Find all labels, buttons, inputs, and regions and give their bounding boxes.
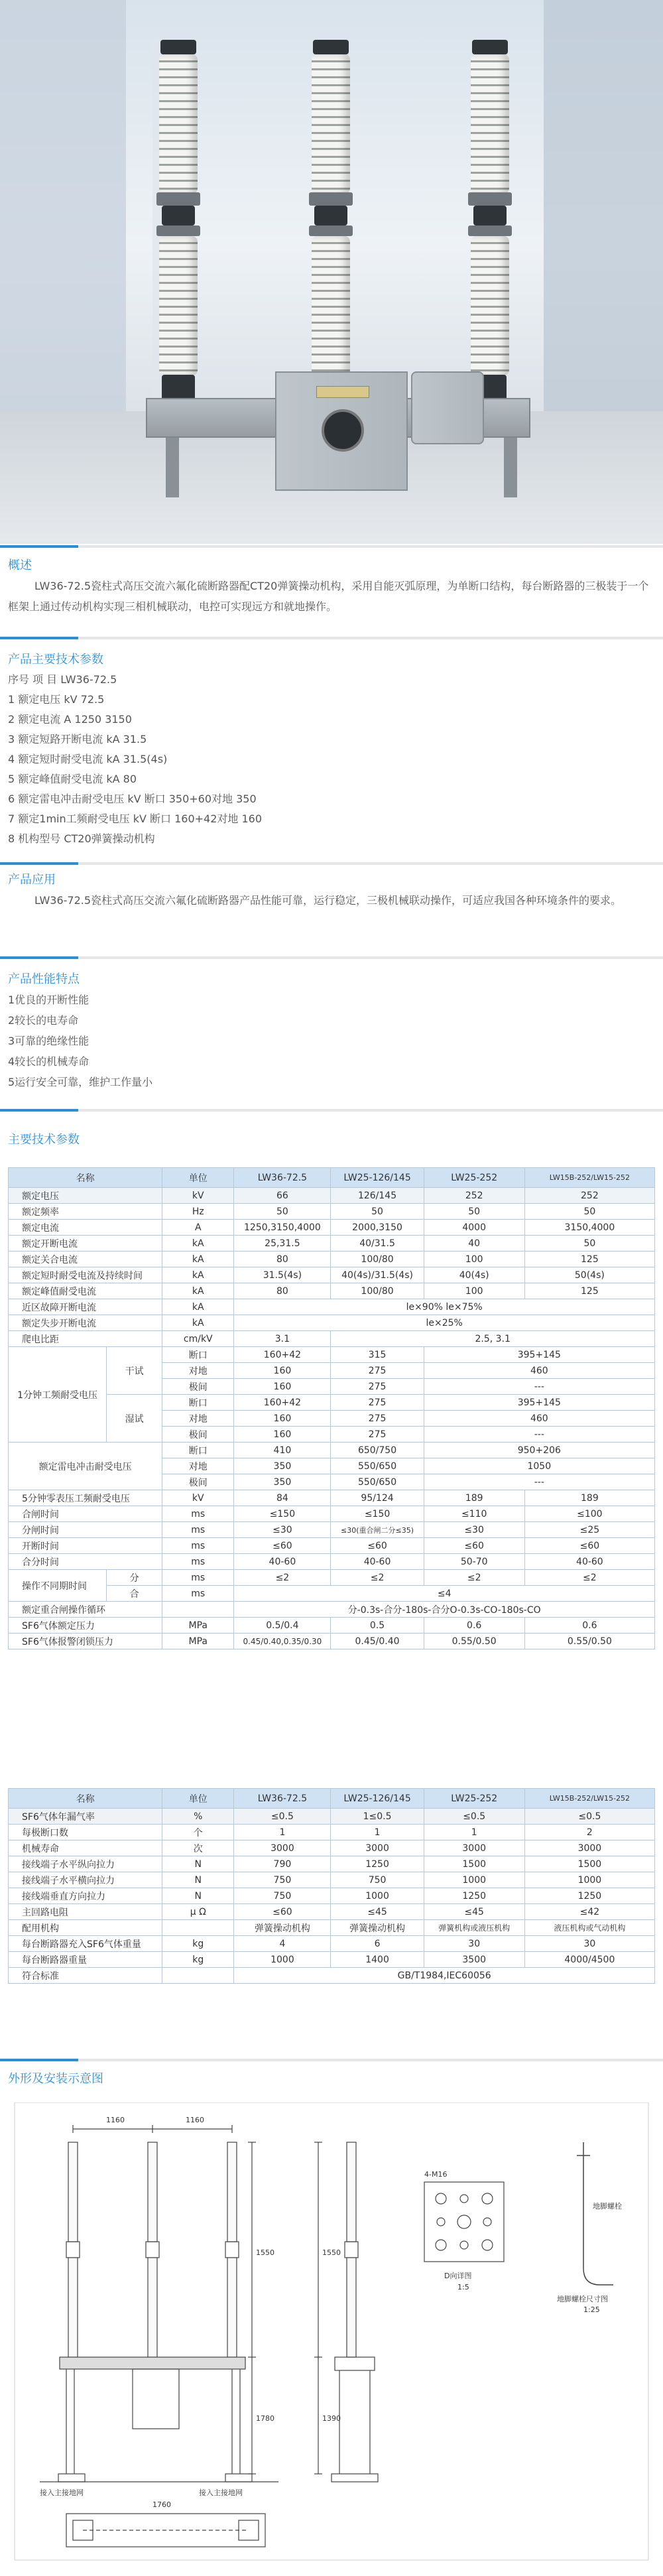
insulator-column-left [159, 40, 198, 411]
table-row: 额定电压 kV 66 126/145 252 252 [9, 1188, 655, 1204]
drawing-label: 4-M16 [424, 2170, 448, 2179]
table-row: 开断时间 ms ≤60 ≤60 ≤60 ≤60 [9, 1538, 655, 1554]
table-row: 额定开断电流 kA 25,31.5 40/31.5 40 50 [9, 1236, 655, 1252]
table-row: 主回路电阻 μ Ω ≤60 ≤45 ≤45 ≤42 [9, 1904, 655, 1920]
overview-title: 概述 [8, 558, 32, 572]
drawing-label: 接入主接地网 [199, 2488, 243, 2497]
table-row: 接线端垂直方向拉力 N 750 1000 1250 1250 [9, 1888, 655, 1904]
table-row: 接线端子水平横向拉力 N 750 750 1000 1000 [9, 1872, 655, 1888]
table-row: 对地 160 275 460 [9, 1411, 655, 1427]
table-row: 合闸时间 ms ≤150 ≤150 ≤110 ≤100 [9, 1506, 655, 1522]
table-row: 符合标准 GB/T1984,IEC60056 [9, 1968, 655, 1984]
table-header: 名称 单位 LW36-72.5 LW25-126/145 LW25-252 LW15B-252/LW15-252 [9, 1789, 655, 1809]
table-row: SF6气体报警闭锁压力 MPa 0.45/0.40,0.35/0.30 0.45/0.40 0.55/0.50 0.55/0.50 [9, 1634, 655, 1649]
table-row: 近区故障开断电流 kA le×90% le×75% [9, 1299, 655, 1315]
features-list [8, 990, 152, 1092]
dim-label: 1550 [322, 2248, 341, 2257]
params-item: 序号 项 目 LW36-72.5 [8, 673, 117, 686]
outline-drawing [0, 2102, 663, 2576]
table-row: 额定频率 Hz 50 50 50 50 [9, 1204, 655, 1220]
table-row: 每台断路器充入SF6气体重量 kg 4 6 30 30 [9, 1936, 655, 1952]
drawing-label: D向详图 [444, 2272, 472, 2280]
table-row: 合 ms ≤4 [9, 1586, 655, 1602]
application-text: LW36-72.5瓷柱式高压交流六氟化硫断路器产品性能可靠，运行稳定，三极机械联动操作，可适应我国各种环境条件的要求。 [34, 894, 622, 907]
table-row: 配用机构 弹簧操动机构 弹簧操动机构 弹簧机构或液压机构 液压机构或气动机构 [9, 1920, 655, 1936]
application-title: 产品应用 [8, 873, 56, 887]
section-divider [0, 2059, 663, 2061]
dim-label: 1160 [106, 2116, 125, 2124]
table-row: 机械寿命 次 3000 3000 3000 3000 [9, 1840, 655, 1856]
params-item: 2 额定电流 A 1250 3150 [8, 713, 132, 726]
overview-text: LW36-72.5瓷柱式高压交流六氟化硫断路器配CT20弹簧操动机构，采用自能灭弧原理，为单断口结构，每台断路器的三极装于一个框架上通过传动机构实现三相机械联动，电控可实现远方和就地操作。 [8, 580, 649, 613]
feature-item: 5运行安全可靠，维护工作量小 [8, 1076, 153, 1088]
feature-item: 1优良的开断性能 [8, 994, 90, 1006]
params-item: 1 额定电压 kV 72.5 [8, 693, 105, 706]
features-title: 产品性能特点 [8, 972, 80, 986]
drawing-label: 1:25 [583, 2305, 600, 2314]
tech-params-table-2 [8, 1788, 655, 1984]
table-row: 额定雷电冲击耐受电压 断口 410 650/750 950+206 [9, 1443, 655, 1458]
section-divider [0, 1109, 663, 1112]
insulator-column-right [471, 40, 509, 411]
section-divider [0, 637, 663, 639]
dim-label: 1160 [186, 2116, 204, 2124]
params-item: 3 额定短路开断电流 kA 31.5 [8, 733, 147, 745]
side-box [411, 371, 484, 444]
params-title: 产品主要技术参数 [8, 653, 103, 667]
table-row: 对地 160 275 460 [9, 1363, 655, 1379]
mechanism-cabinet [275, 371, 408, 491]
dim-label: 1550 [256, 2248, 274, 2257]
table-row: 接线端子水平纵向拉力 N 790 1250 1500 1500 [9, 1856, 655, 1872]
table-row: 分闸时间 ms ≤30 ≤30(重合闸二分≤35) ≤30 ≤25 [9, 1522, 655, 1538]
table-row: 额定峰值耐受电流 kA 80 100/80 100 125 [9, 1283, 655, 1299]
table-row: 额定失步开断电流 kA le×25% [9, 1315, 655, 1331]
table-row: 爬电比距 cm/kV 3.1 2.5, 3.1 [9, 1331, 655, 1347]
drawing-label: 地脚螺栓尺寸图 [557, 2295, 608, 2303]
table-row: 极间 160 275 --- [9, 1379, 655, 1395]
table-row: 5分钟零表压工频耐受电压 kV 84 95/124 189 189 [9, 1490, 655, 1506]
dim-label: 1390 [322, 2414, 341, 2423]
params-list [8, 670, 262, 849]
table-row: 1分钟工频耐受电压 干试 断口 160+42 315 395+145 [9, 1347, 655, 1363]
drawing-title: 外形及安装示意图 [8, 2072, 103, 2086]
drawing-label: 地脚螺栓 [593, 2202, 622, 2211]
drawing-label: 接入主接地网 [40, 2488, 84, 2497]
dim-label: 1760 [152, 2500, 171, 2509]
table1-title: 主要技术参数 [8, 1133, 80, 1147]
feature-item: 2较长的电寿命 [8, 1014, 79, 1027]
tech-params-table [8, 1167, 655, 1649]
table-row: 湿试 断口 160+42 275 395+145 [9, 1395, 655, 1411]
table-row: 额定短时耐受电流及持续时间 kA 31.5(4s) 40(4s)/31.5(4s) 40(4s) 50(4s) [9, 1267, 655, 1283]
params-item: 8 机构型号 CT20弹簧操动机构 [8, 832, 155, 845]
table-row: 对地 350 550/650 1050 [9, 1458, 655, 1474]
table-row: SF6气体年漏气率 % ≤0.5 1≤0.5 ≤0.5 ≤0.5 [9, 1809, 655, 1825]
product-photo [0, 0, 663, 544]
feature-item: 4较长的机械寿命 [8, 1055, 90, 1068]
table-row: 操作不同期时间 分 ms ≤2 ≤2 ≤2 ≤2 [9, 1570, 655, 1586]
table-row: 每极断口数 个 1 1 1 2 [9, 1825, 655, 1840]
insulator-column-middle [312, 40, 350, 411]
params-item: 6 额定雷电冲击耐受电压 kV 断口 350+60对地 350 [8, 793, 257, 805]
table-row: 额定关合电流 kA 80 100/80 100 125 [9, 1252, 655, 1267]
outline-drawing-svg [0, 2102, 663, 2567]
section-divider [0, 862, 663, 865]
feature-item: 3可靠的绝缘性能 [8, 1035, 90, 1047]
table-row: 每台断路器重量 kg 1000 1400 3500 4000/4500 [9, 1952, 655, 1968]
table-header: 名称 单位 LW36-72.5 LW25-126/145 LW25-252 LW15B-252/LW15-252 [9, 1168, 655, 1188]
section-divider [0, 545, 663, 548]
table-row: 极间 350 550/650 --- [9, 1474, 655, 1490]
table-row: 额定重合闸操作循环 分-0.3s-合分-180s-合分O-0.3s-CO-180s-CO [9, 1602, 655, 1618]
section-divider [0, 956, 663, 959]
table-row: 合分时间 ms 40-60 40-60 50-70 40-60 [9, 1554, 655, 1570]
table-row: SF6气体额定压力 MPa 0.5/0.4 0.5 0.6 0.6 [9, 1618, 655, 1634]
params-item: 7 额定1min工频耐受电压 kV 断口 160+42对地 160 [8, 812, 263, 825]
drawing-label: 1:5 [457, 2283, 469, 2291]
params-item: 5 额定峰值耐受电流 kA 80 [8, 773, 137, 785]
table-row: 极间 160 275 --- [9, 1427, 655, 1443]
table-row: 额定电流 A 1250,3150,4000 2000,3150 4000 3150,4000 [9, 1220, 655, 1236]
params-item: 4 额定短时耐受电流 kA 31.5(4s) [8, 753, 168, 765]
dim-label: 1780 [256, 2414, 274, 2423]
